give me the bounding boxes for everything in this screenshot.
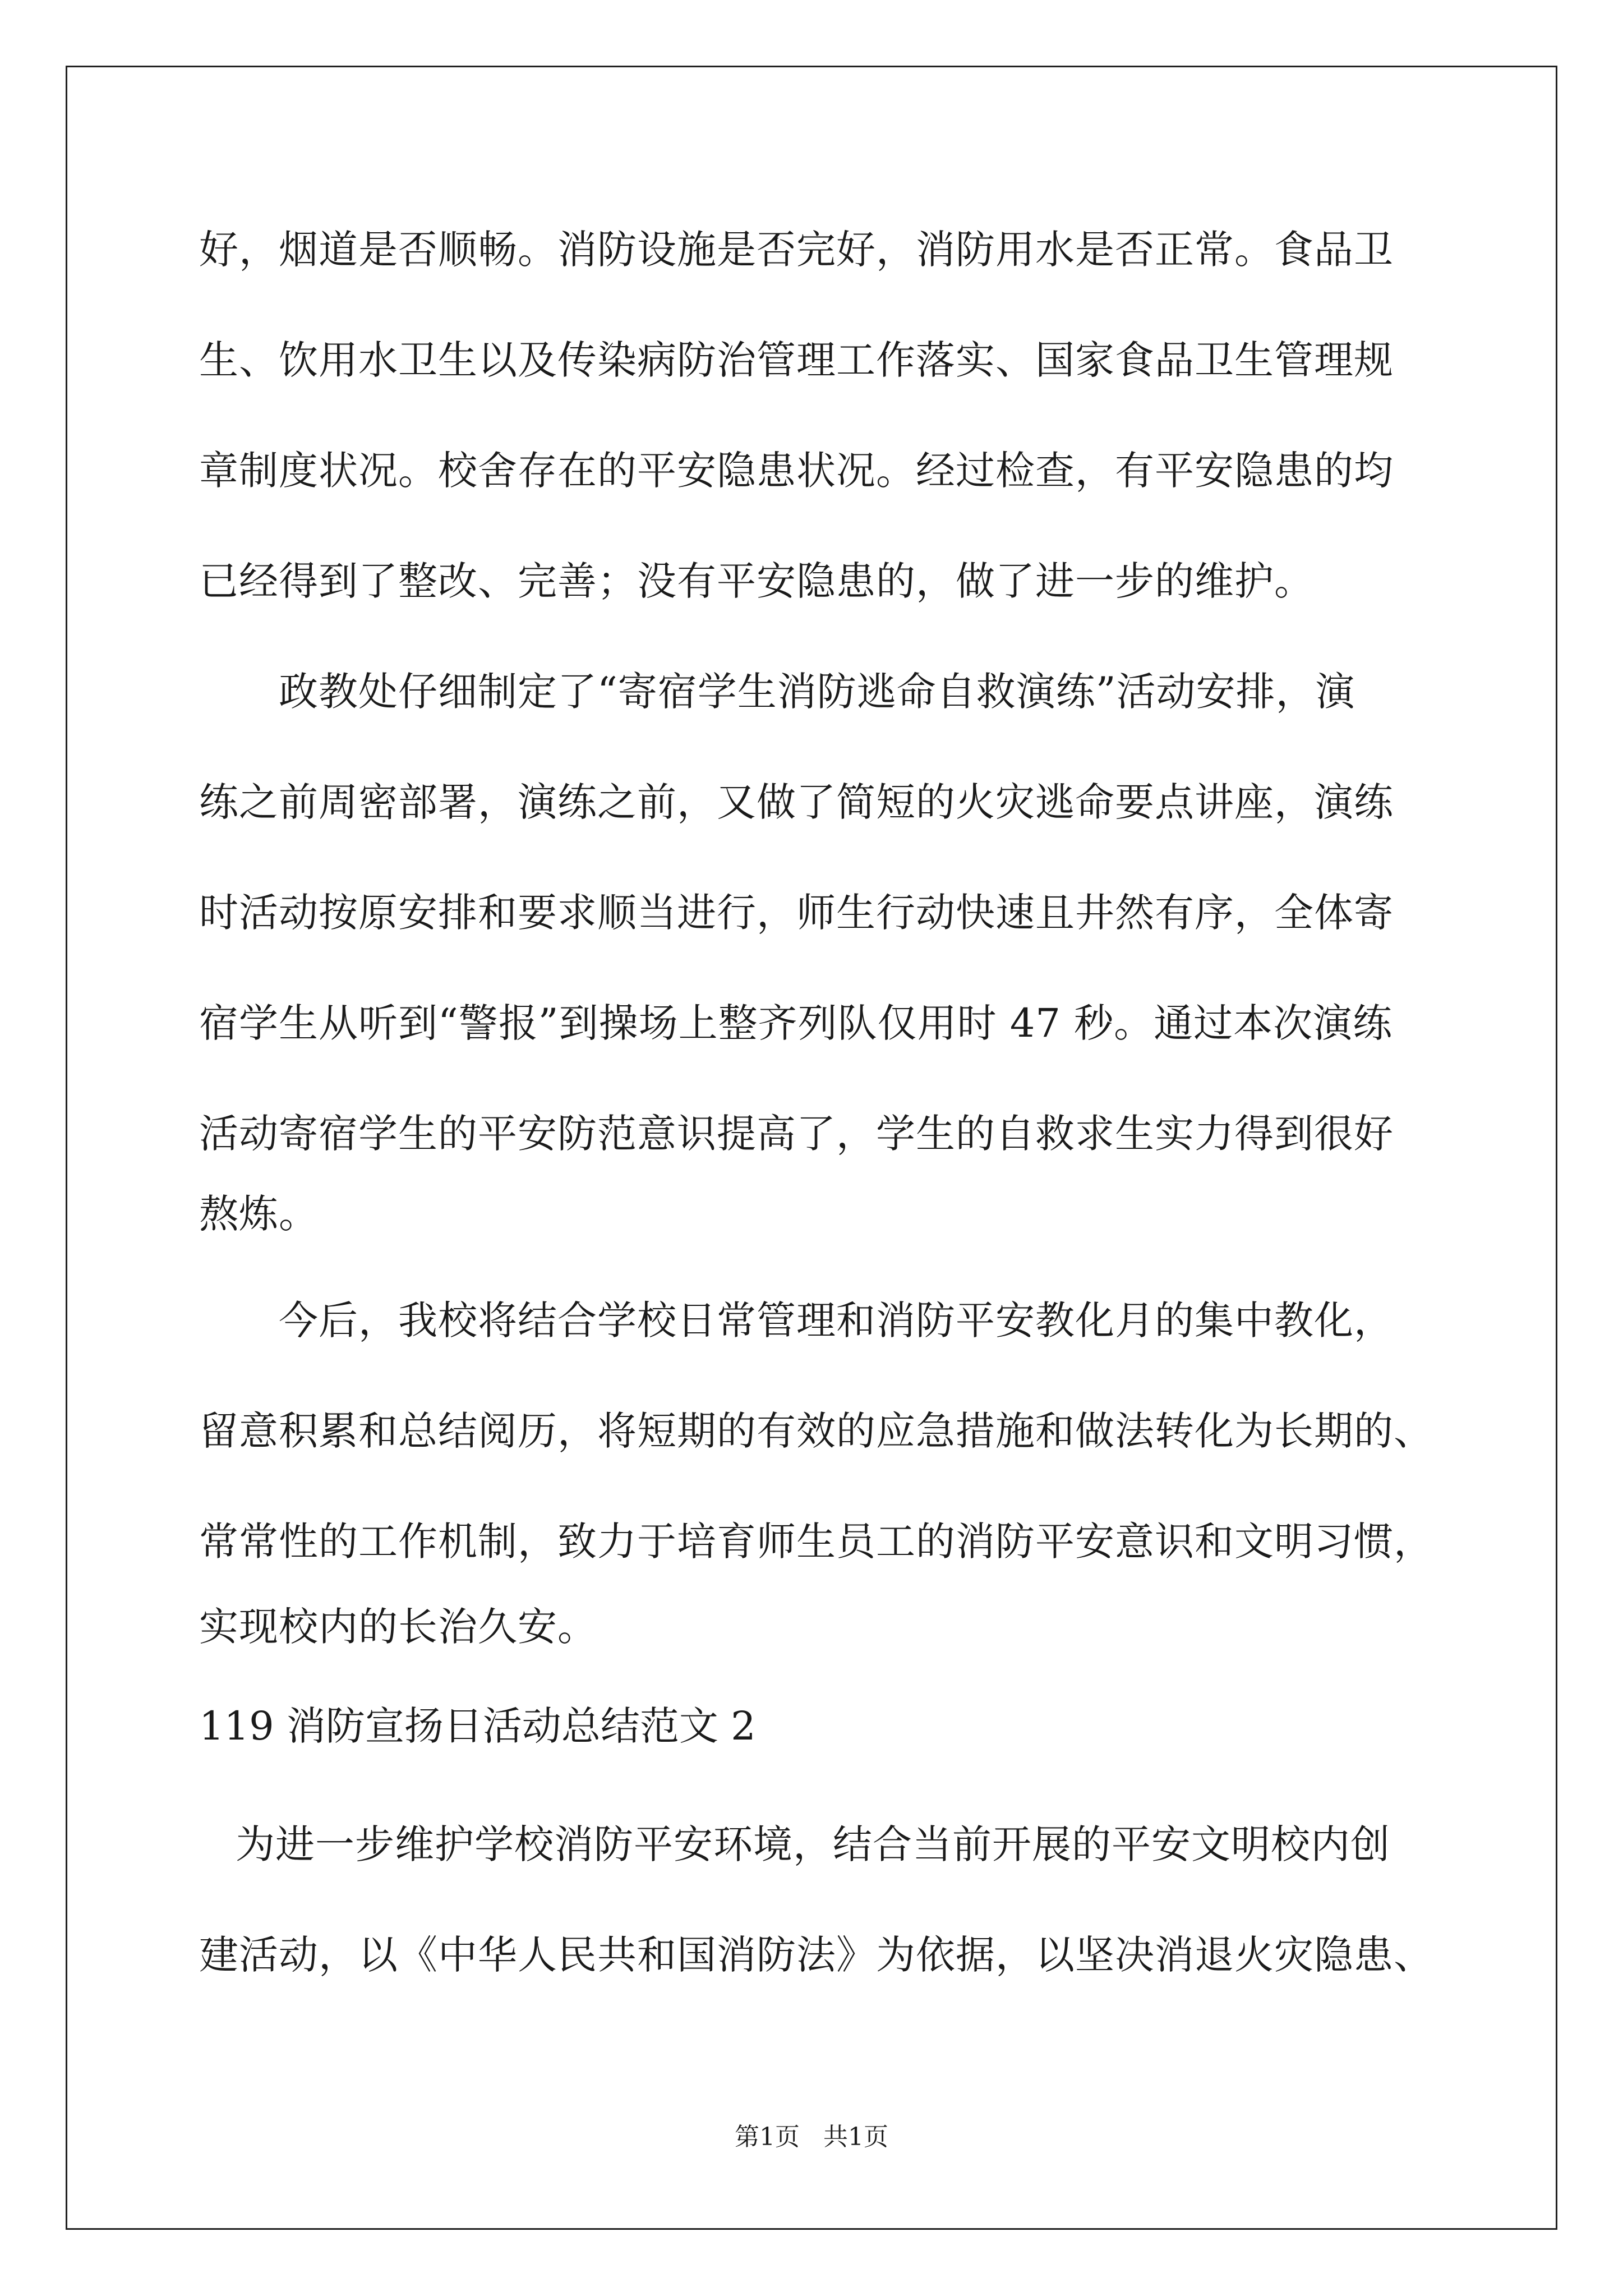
body-text-line: 活动寄宿学生的平安防范意识提高了，学生的自救求生实力得到很好: [199, 1111, 1394, 1157]
body-text-line: 为进一步维护学校消防平安环境，结合当前开展的平安文明校内创: [236, 1821, 1390, 1867]
body-text-line: 今后，我校将结合学校日常管理和消防平安教化月的集中教化，: [279, 1297, 1394, 1343]
body-text-line: 常常性的工作机制，致力于培育师生员工的消防平安意识和文明习惯，: [199, 1519, 1433, 1565]
body-text-line: 时活动按原安排和要求顺当进行，师生行动快速且井然有序，全体寄: [199, 890, 1394, 936]
page-number-footer: 第1页 共1页: [735, 2123, 888, 2151]
body-text-line: 实现校内的长治久安。: [199, 1604, 597, 1650]
body-text-line: 章制度状况。校舍存在的平安隐患状况。经过检查，有平安隐患的均: [199, 448, 1394, 494]
body-text-line: 建活动，以《中华人民共和国消防法》为依据，以坚决消退火灾隐患、: [199, 1932, 1433, 1978]
section-heading: 119 消防宣扬日活动总结范文 2: [199, 1703, 756, 1749]
body-text-line: 练之前周密部署，演练之前，又做了简短的火灾逃命要点讲座，演练: [199, 779, 1394, 825]
body-text-line: 熬炼。: [199, 1191, 319, 1237]
body-text-line: 留意积累和总结阅历，将短期的有效的应急措施和做法转化为长期的、: [199, 1408, 1433, 1454]
body-text-line: 生、饮用水卫生以及传染病防治管理工作落实、国家食品卫生管理规: [199, 337, 1394, 383]
body-text-line: 已经得到了整改、完善；没有平安隐患的，做了进一步的维护。: [199, 558, 1314, 604]
body-text-line: 政教处仔细制定了“寄宿学生消防逃命自救演练”活动安排，演: [279, 669, 1355, 715]
body-text-line: 宿学生从听到“警报”到操场上整齐列队仅用时 47 秒。通过本次演练: [199, 1000, 1393, 1046]
body-text-line: 好，烟道是否顺畅。消防设施是否完好，消防用水是否正常。食品卫: [199, 227, 1394, 273]
